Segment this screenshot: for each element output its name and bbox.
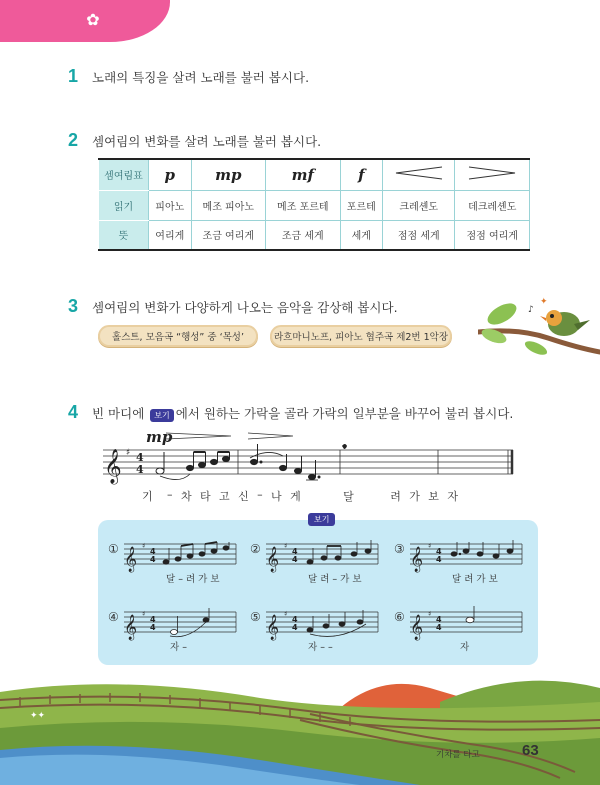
symbol-forte: f bbox=[340, 159, 383, 190]
lyric-syllable: 보 bbox=[428, 490, 439, 503]
bogi-tag: 보기 bbox=[150, 409, 173, 422]
lyric-syllable: 차 bbox=[180, 490, 192, 503]
row-header: 뜻 bbox=[99, 220, 149, 250]
table-cell: 조금 세게 bbox=[266, 220, 340, 250]
svg-text:4: 4 bbox=[436, 555, 442, 564]
svg-text:4: 4 bbox=[436, 547, 442, 556]
table-cell: 포르테 bbox=[340, 190, 383, 220]
bird-illustration bbox=[478, 290, 600, 358]
lyric-syllable: 자 bbox=[447, 490, 458, 503]
svg-text:♯: ♯ bbox=[284, 610, 288, 618]
option-2-staff bbox=[266, 544, 378, 564]
svg-text:𝄞: 𝄞 bbox=[410, 615, 424, 640]
question-3 bbox=[68, 296, 398, 317]
table-row-meanings bbox=[99, 220, 530, 250]
svg-text:✦✦: ✦✦ bbox=[30, 711, 46, 721]
option-3-staff bbox=[410, 544, 522, 564]
option-4-staff bbox=[124, 612, 236, 632]
svg-text:♯: ♯ bbox=[126, 448, 131, 458]
table-row-symbols bbox=[99, 159, 530, 190]
lyric-syllable: 가 bbox=[409, 490, 420, 503]
flower-icon: ✿ bbox=[86, 10, 100, 29]
lyric-syllable: – bbox=[167, 488, 173, 501]
svg-text:𝄞: 𝄞 bbox=[266, 547, 280, 572]
lyric-syllable: 려 bbox=[390, 490, 401, 503]
svg-text:𝄞: 𝄞 bbox=[104, 449, 122, 484]
option-3-number: ③ bbox=[394, 542, 405, 556]
row-header: 셈여림표 bbox=[99, 159, 149, 190]
table-cell: 메조 포르테 bbox=[266, 190, 340, 220]
crescendo-icon bbox=[383, 159, 455, 190]
table-cell: 점점 세게 bbox=[383, 220, 455, 250]
question-text: 노래의 특징을 살려 노래를 불러 봅시다. bbox=[92, 69, 310, 85]
option-4-number: ④ bbox=[108, 610, 119, 624]
svg-text:4: 4 bbox=[292, 623, 298, 632]
svg-text:4: 4 bbox=[150, 615, 156, 624]
table-cell: 피아노 bbox=[149, 190, 192, 220]
option-2-number: ② bbox=[250, 542, 261, 556]
table-cell: 데크레셴도 bbox=[455, 190, 530, 220]
question-2 bbox=[68, 130, 321, 151]
svg-text:𝄞: 𝄞 bbox=[266, 615, 280, 640]
lyric-syllable: 나 bbox=[271, 490, 282, 503]
table-cell: 세게 bbox=[340, 220, 383, 250]
table-cell: 메조 피아노 bbox=[191, 190, 265, 220]
dynamics-table bbox=[98, 158, 530, 251]
svg-text:𝄞: 𝄞 bbox=[124, 547, 138, 572]
svg-text:4: 4 bbox=[436, 615, 442, 624]
svg-text:4: 4 bbox=[292, 615, 298, 624]
svg-text:♯: ♯ bbox=[428, 542, 432, 550]
symbol-mezzo-piano: mp bbox=[191, 159, 265, 190]
table-row-readings bbox=[99, 190, 530, 220]
option-5-number: ⑤ bbox=[250, 610, 261, 624]
svg-text:♯: ♯ bbox=[428, 610, 432, 618]
dynamic-mp: mp bbox=[146, 430, 173, 446]
table-cell: 조금 여리게 bbox=[191, 220, 265, 250]
table-cell: 크레셴도 bbox=[383, 190, 455, 220]
option-1-lyric: 달 – 려 가 보 bbox=[166, 574, 220, 585]
svg-text:4: 4 bbox=[436, 623, 442, 632]
lyric-syllable: – bbox=[257, 488, 263, 501]
table-cell: 점점 여리게 bbox=[455, 220, 530, 250]
question-number: 4 bbox=[68, 402, 79, 422]
svg-text:4: 4 bbox=[150, 547, 156, 556]
table-cell: 여리게 bbox=[149, 220, 192, 250]
decrescendo-icon bbox=[455, 159, 530, 190]
question-text: 빈 마디에 보기 에서 원하는 가락을 골라 가락의 일부분을 바꾸어 불러 봅시다. bbox=[92, 405, 514, 421]
option-5-lyric: 자 – – bbox=[308, 642, 333, 653]
question-number: 1 bbox=[68, 66, 79, 86]
bogi-title: 보기 bbox=[308, 513, 335, 526]
symbol-piano: p bbox=[149, 159, 192, 190]
lyric-syllable: 게 bbox=[290, 490, 301, 503]
listening-pill-rachmaninoff: 라흐마니노프, 피아노 협주곡 제2번 1악장 bbox=[270, 325, 452, 347]
svg-text:𝄞: 𝄞 bbox=[124, 615, 138, 640]
option-3-lyric: 달 려 가 보 bbox=[452, 574, 498, 585]
svg-text:4: 4 bbox=[292, 555, 298, 564]
option-6-lyric: 자 bbox=[460, 642, 470, 653]
lyric-syllable: 타 bbox=[200, 490, 211, 503]
svg-text:♯: ♯ bbox=[142, 610, 146, 618]
svg-text:♯: ♯ bbox=[284, 542, 288, 550]
svg-text:4: 4 bbox=[150, 623, 156, 632]
option-1-number: ① bbox=[108, 542, 119, 556]
option-6-number: ⑥ bbox=[394, 610, 405, 624]
svg-text:4: 4 bbox=[292, 547, 298, 556]
question-1 bbox=[68, 66, 309, 87]
listening-pill-holst: 홀스트, 모음곡 “행성” 중 ‘목성’ bbox=[98, 325, 258, 347]
svg-text:♯: ♯ bbox=[142, 542, 146, 550]
svg-text:4: 4 bbox=[150, 555, 156, 564]
svg-text:✦: ✦ bbox=[540, 297, 548, 307]
footer-label: 기차를 타고 bbox=[436, 750, 480, 760]
question-4 bbox=[68, 402, 513, 423]
row-header: 읽기 bbox=[99, 190, 149, 220]
lyric-syllable: 고 bbox=[219, 490, 230, 503]
option-4-lyric: 자 – bbox=[170, 642, 187, 653]
svg-text:4: 4 bbox=[136, 463, 144, 476]
main-lyrics bbox=[98, 488, 458, 504]
question-number: 2 bbox=[68, 130, 79, 150]
lyric-syllable: 신 bbox=[238, 490, 249, 503]
question-number: 3 bbox=[68, 296, 79, 316]
symbol-mezzo-forte: mf bbox=[266, 159, 340, 190]
page-number: 63 bbox=[522, 742, 539, 759]
svg-text:4: 4 bbox=[136, 451, 144, 464]
question-text: 셈여림의 변화가 다양하게 나오는 음악을 감상해 봅시다. bbox=[92, 299, 398, 315]
svg-text:♪: ♪ bbox=[528, 305, 534, 315]
landscape-illustration bbox=[0, 668, 600, 785]
svg-text:𝄞: 𝄞 bbox=[410, 547, 424, 572]
lyric-syllable: 기 bbox=[142, 490, 153, 503]
option-2-lyric: 달 려 – 가 보 bbox=[308, 574, 362, 585]
option-6-staff bbox=[410, 612, 522, 632]
question-text: 셈여림의 변화를 살려 노래를 불러 봅시다. bbox=[92, 133, 322, 149]
lyric-syllable: 달 bbox=[343, 490, 354, 503]
main-staff bbox=[98, 430, 518, 490]
